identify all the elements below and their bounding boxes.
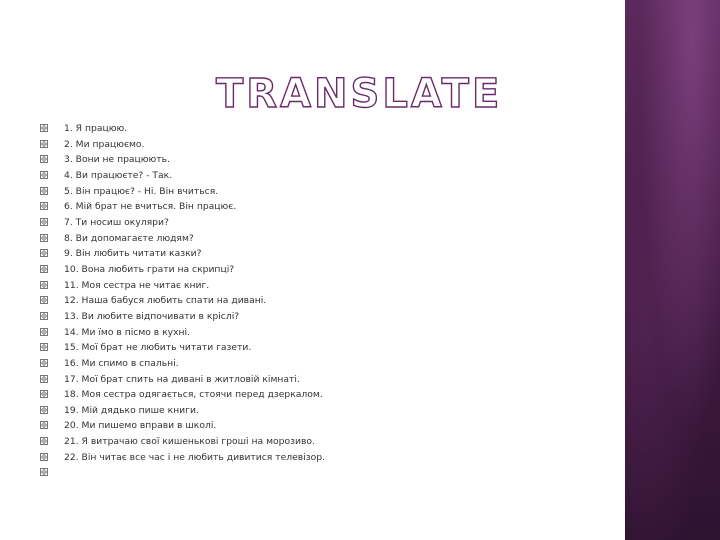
bullet-icon — [40, 359, 48, 367]
bullet-icon — [40, 265, 48, 273]
bullet-icon — [40, 421, 48, 429]
list-item-text: 4. Ви працюєте? - Так. — [64, 169, 173, 181]
list-item-text: 14. Ми їмо в пісмо в кухні. — [64, 326, 191, 338]
list-item-text: 19. Мій дядько пише книги. — [64, 404, 199, 416]
list-item-text: 18. Моя сестра одягається, стоячи перед дзеркалом. — [64, 389, 323, 401]
bullet-icon — [40, 171, 48, 179]
bullet-icon — [40, 187, 48, 195]
list-item-text: 6. Мій брат не вчиться. Він працює. — [64, 201, 237, 213]
bullet-icon — [40, 249, 48, 257]
side-decor-panel — [625, 0, 720, 540]
list-item-text: 1. Я працюю. — [64, 123, 128, 134]
list-item-text: 15. Мої брат не любить читати газети. — [64, 342, 252, 354]
list-item-text: 8. Ви допомагаєте людям? — [64, 232, 194, 244]
bullet-icon — [40, 140, 48, 148]
bullet-icon — [40, 406, 48, 414]
bullet-icon — [40, 202, 48, 210]
list-item-text: 17. Мої брат спить на дивані в житловій кімнаті. — [64, 373, 300, 385]
list-item-text: 2. Ми працюємо. — [64, 138, 145, 150]
list-item-text: 5. Він працює? - Ні. Він вчиться. — [64, 185, 219, 197]
list-item-text: 13. Ви любите відпочивати в кріслі? — [64, 310, 240, 322]
side-divider-line — [617, 0, 619, 540]
list-item-text: 20. Ми пишемо вправи в школі. — [64, 420, 217, 432]
slide-title: TRANSLATE — [216, 71, 503, 117]
list-item-text: 11. Моя сестра не читає книг. — [64, 279, 210, 291]
list-item-text: 12. Наша бабуся любить спати на дивані. — [64, 295, 267, 307]
bullet-icon — [40, 234, 48, 242]
bullet-icon — [40, 296, 48, 304]
list-item-text: 21. Я витрачаю свої кишенькові гроші на морозиво. — [64, 436, 315, 448]
bullet-icon — [40, 124, 48, 132]
bullet-icon — [40, 390, 48, 398]
bullet-icon — [40, 281, 48, 289]
side-panel-glow — [625, 0, 720, 540]
list-item-text: 22. Він читає все час і не любить дивитися телевізор. — [64, 451, 325, 463]
bullet-icon — [40, 468, 48, 476]
list-item-text: 3. Вони не працюють. — [64, 154, 170, 166]
list-item-text: 16. Ми спимо в спальні. — [64, 357, 179, 369]
list-item-text: 9. Він любить читати казки? — [64, 248, 202, 260]
bullet-icon — [40, 155, 48, 163]
bullet-icon — [40, 343, 48, 351]
list-item-text: 10. Вона любить грати на скрипці? — [64, 263, 235, 275]
bullet-icon — [40, 453, 48, 461]
bullet-icon — [40, 328, 48, 336]
bullet-icon — [40, 437, 48, 445]
bullet-icon — [40, 218, 48, 226]
bullet-icon — [40, 375, 48, 383]
bullet-icon — [40, 312, 48, 320]
list-item-text: 7. Ти носиш окуляри? — [64, 216, 169, 228]
